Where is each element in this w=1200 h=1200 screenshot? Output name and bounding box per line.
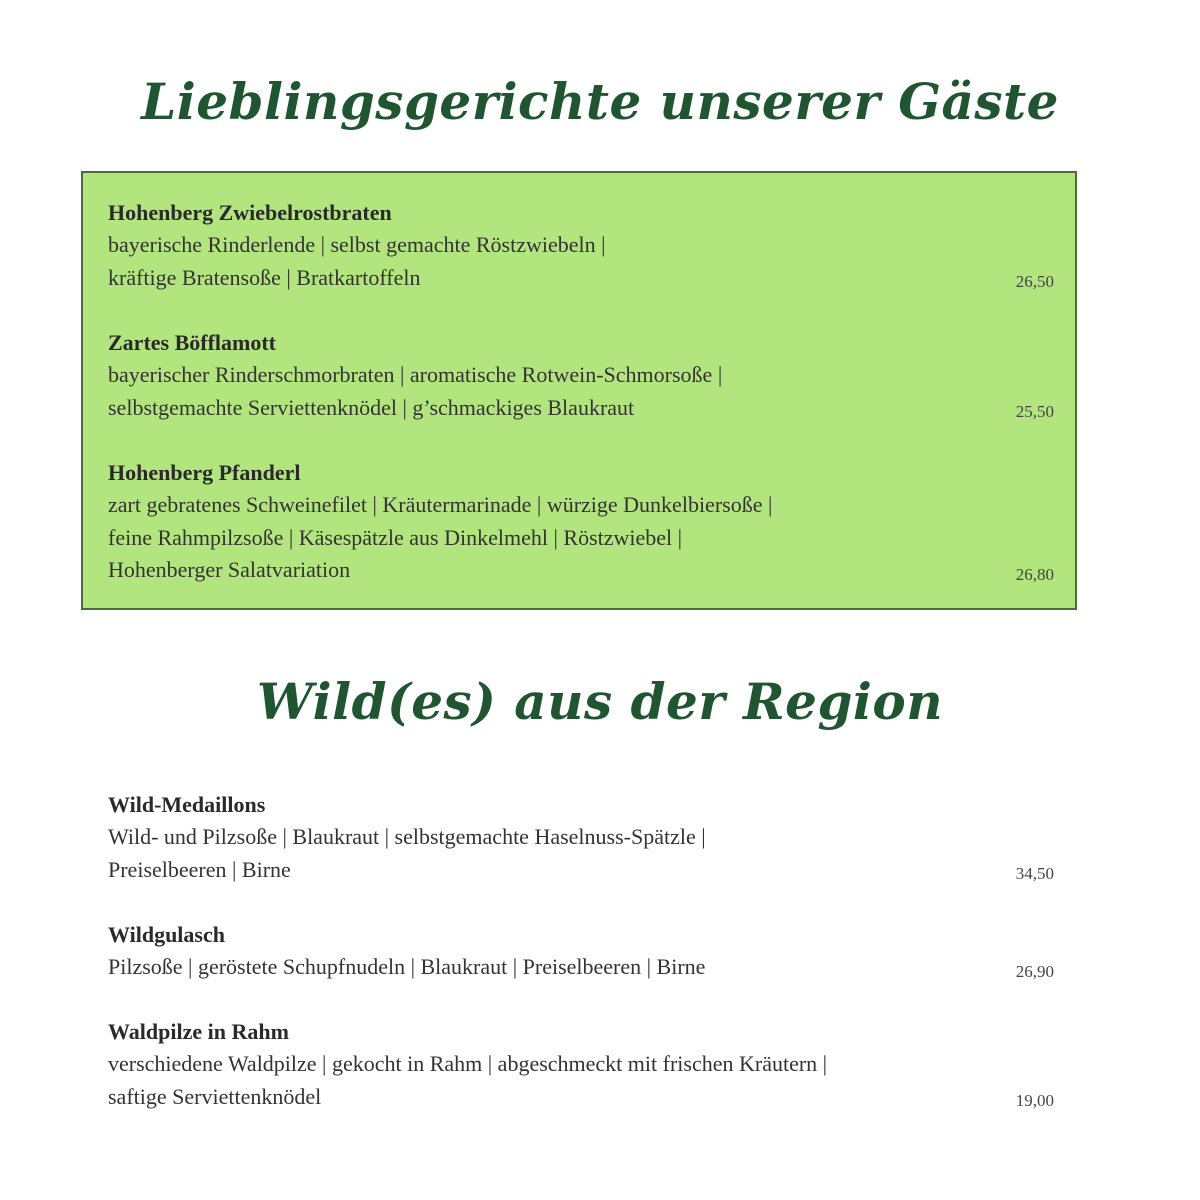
dish-description-line: Preiselbeeren | Birne — [108, 856, 291, 882]
dish-description-line: Wild- und Pilzsoße | Blaukraut | selbstgemachte Haselnuss-Spätzle | — [108, 824, 706, 849]
menu-item-wild-medaillons — [108, 789, 1054, 886]
menu-item-wildgulasch — [108, 919, 1054, 984]
dish-description-line: zart gebratenes Schweinefilet | Kräutermarinade | würzige Dunkelbiersoße | — [108, 492, 773, 517]
dish-price: 26,50 — [1015, 272, 1054, 291]
dish-price: 25,50 — [1015, 402, 1054, 421]
dish-name: Waldpilze in Rahm — [108, 1019, 289, 1044]
menu-item-zwiebelrostbraten — [108, 197, 1054, 294]
dish-price: 26,80 — [1015, 564, 1054, 584]
menu-item-pfanderl — [108, 457, 1054, 587]
dish-price: 34,50 — [1015, 864, 1054, 883]
dish-description-line: bayerischer Rinderschmorbraten | aromatische Rotwein-Schmorsoße | — [108, 362, 723, 387]
dish-description-line: Hohenberger Salatvariation — [108, 557, 351, 582]
dish-description-line: bayerische Rinderlende | selbst gemachte Röstzwiebeln | — [108, 232, 606, 257]
dish-description-line: feine Rahmpilzsoße | Käsespätzle aus Dinkelmehl | Röstzwiebel | — [108, 524, 683, 550]
dish-description-line: Pilzsoße | geröstete Schupfnudeln | Blaukraut | Preiselbeeren | Birne — [108, 954, 706, 979]
dish-name: Hohenberg Zwiebelrostbraten — [108, 200, 392, 225]
menu-item-boefflamott — [108, 327, 1054, 424]
dish-name: Wildgulasch — [108, 922, 225, 947]
dish-price: 26,90 — [1015, 961, 1054, 981]
dish-name: Hohenberg Pfanderl — [108, 460, 301, 485]
dish-description-line: saftige Serviettenknödel — [108, 1083, 322, 1109]
section-title-game: Wild(es) aus der Region — [256, 672, 944, 731]
dish-price: 19,00 — [1015, 1091, 1054, 1110]
section-title-favorites: Lieblingsgerichte unserer Gäste — [141, 72, 1059, 131]
dish-name: Zartes Böfflamott — [108, 330, 277, 355]
dish-description-line: kräftige Bratensoße | Bratkartoffeln — [108, 264, 421, 290]
dish-name: Wild-Medaillons — [108, 792, 266, 817]
menu-item-waldpilze — [108, 1016, 1054, 1113]
dish-description-line: verschiedene Waldpilze | gekocht in Rahm | abgeschmeckt mit frischen Kräutern | — [108, 1051, 828, 1076]
dish-description-line: selbstgemachte Serviettenknödel | g’schmackiges Blaukraut — [108, 394, 635, 420]
